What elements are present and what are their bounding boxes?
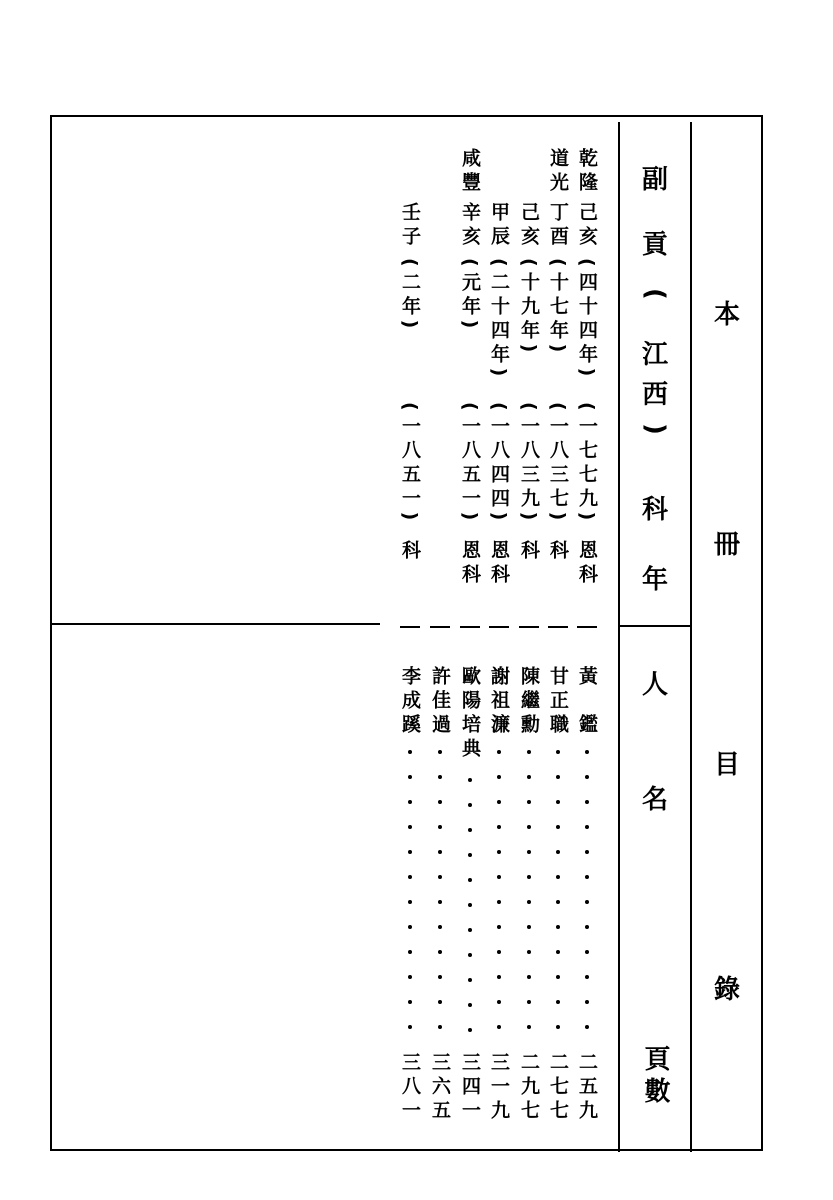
entry-divider [519, 626, 539, 628]
divider-title-column [690, 122, 692, 1152]
entry-year: 壬子 [399, 202, 421, 250]
dot-leader [407, 750, 413, 1050]
divider-left-horizontal [50, 623, 380, 625]
entry-page: 三一九 [488, 1052, 510, 1124]
entry-page: 三八一 [399, 1052, 421, 1124]
section-title-char: 江 [641, 340, 668, 370]
section-title-char: 西 [641, 380, 668, 410]
divider-header-column [618, 122, 620, 1152]
section-title-char: 科 [641, 495, 668, 525]
entry-year-note: (十九年) [518, 258, 540, 358]
entry-page: 二五九 [576, 1052, 598, 1124]
entry-year: 甲辰 [488, 202, 510, 250]
entry-page: 二七七 [547, 1052, 569, 1124]
entry-exam-type: 科 [518, 540, 540, 564]
dot-leader [467, 778, 473, 1053]
entry-era: 乾隆 [576, 148, 598, 196]
entry-divider [577, 626, 597, 628]
title-char: 冊 [713, 530, 740, 560]
entry-name: 陳繼勳 [518, 666, 540, 738]
dot-leader [555, 750, 561, 1050]
entry-divider [430, 626, 450, 628]
title-char: 目 [713, 750, 740, 780]
title-char: 錄 [713, 975, 740, 1005]
entry-exam-type: 科 [399, 540, 421, 564]
entry-exam-type: 恩科 [488, 540, 510, 588]
entry-exam-type: 恩科 [459, 540, 481, 588]
dot-leader [437, 750, 443, 1050]
entry-year-note: (四十四年) [576, 258, 598, 382]
entry-name: 歐陽培典 [459, 666, 481, 762]
entry-era: 咸豐 [459, 148, 481, 196]
entry-name: 甘正職 [547, 666, 569, 738]
dot-leader [526, 750, 532, 1050]
entry-year: 己亥 [518, 202, 540, 250]
entry-western-year: (一八三七) [547, 402, 569, 526]
entry-divider [548, 626, 568, 628]
section-title-char: ( [640, 288, 670, 306]
entry-year-note: (元年) [459, 258, 481, 334]
entry-year: 辛亥 [459, 202, 481, 250]
entry-page: 三四一 [459, 1052, 481, 1124]
section-title-char: 貢 [641, 230, 668, 260]
page-label: 頁數 [640, 1045, 670, 1109]
entry-page: 二九七 [518, 1052, 540, 1124]
entry-year-note: (十七年) [547, 258, 569, 358]
name-label-char: 人 [641, 670, 668, 700]
entry-western-year: (一八五一) [459, 402, 481, 526]
entry-western-year: (一八四四) [488, 402, 510, 526]
entry-year-note: (二十四年) [488, 258, 510, 382]
section-title-char: 副 [641, 165, 668, 195]
section-title-char: 年 [641, 565, 668, 595]
entry-name: 李成蹊 [399, 666, 421, 738]
name-label-char: 名 [641, 785, 668, 815]
entry-exam-type: 科 [547, 540, 569, 564]
entry-name: 許佳過 [429, 666, 451, 738]
entry-year-note: (二年) [399, 258, 421, 334]
dot-leader [584, 750, 590, 1050]
section-title-char: ) [640, 423, 670, 441]
entry-page: 三六五 [429, 1052, 451, 1124]
entry-western-year: (一七七九) [576, 402, 598, 526]
dot-leader [496, 750, 502, 1050]
entry-year: 己亥 [576, 202, 598, 250]
entry-western-year: (一八三九) [518, 402, 540, 526]
entry-name: 黃 鑑 [576, 666, 598, 738]
title-char: 本 [713, 300, 740, 330]
entry-western-year: (一八五一) [399, 402, 421, 526]
entry-era: 道光 [547, 148, 569, 196]
entry-year: 丁酉 [547, 202, 569, 250]
entry-name: 謝祖濂 [488, 666, 510, 738]
divider-header-horizontal [618, 625, 690, 627]
entry-divider [400, 626, 420, 628]
entry-divider [460, 626, 480, 628]
entry-divider [489, 626, 509, 628]
entry-exam-type: 恩科 [576, 540, 598, 588]
